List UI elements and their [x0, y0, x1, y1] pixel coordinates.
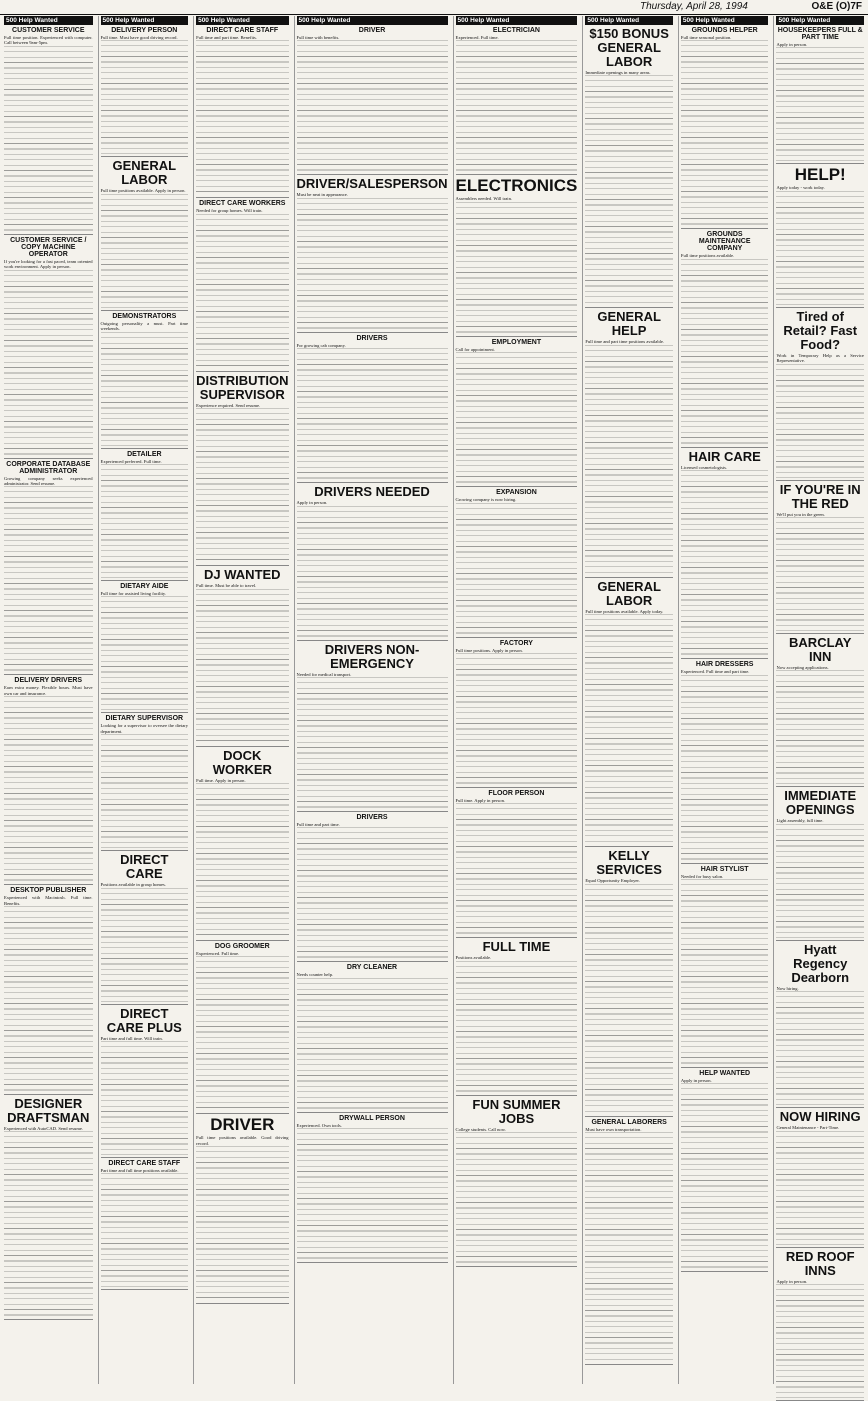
classified-ad — [196, 943, 288, 1114]
classified-ad — [456, 27, 578, 175]
ad-body: Growing company seeks experienced administrator. Send resume. — [4, 475, 93, 487]
column-heading: 500 Help Wanted — [4, 16, 93, 25]
ad-title: NOW HIRING — [779, 1109, 861, 1125]
classified-ad — [456, 790, 578, 938]
classified-ad — [585, 27, 673, 308]
classified-column — [193, 16, 290, 1384]
ad-title: DIETARY SUPERVISOR — [105, 715, 184, 723]
ad-body: Experienced. Own tools. — [296, 1122, 342, 1128]
ad-title: DETAILER — [127, 450, 162, 458]
ad-fine-print — [585, 345, 673, 575]
ad-title: IMMEDIATE OPENINGS — [784, 788, 857, 818]
ad-fine-print — [776, 191, 864, 305]
ad-title: DELIVERY DRIVERS — [14, 677, 83, 685]
ad-fine-print — [776, 47, 864, 161]
classified-column — [678, 16, 771, 1384]
classified-ad — [196, 568, 288, 746]
ad-title: EXPANSION — [496, 489, 537, 497]
ad-fine-print — [101, 40, 189, 154]
ad-body: Outgoing personality a must. Part time weekends. — [100, 320, 189, 332]
ad-body: Apply in person. — [296, 500, 328, 506]
classified-ad — [101, 313, 189, 449]
ad-title: DRIVERS NON-EMERGENCY — [324, 641, 420, 671]
ad-fine-print — [101, 1041, 189, 1155]
ad-title: DRYWALL PERSON — [339, 1114, 405, 1122]
ad-title: DRY CLEANER — [346, 964, 398, 972]
classified-ad — [585, 310, 673, 577]
classified-ad — [297, 814, 448, 962]
ad-title: FLOOR PERSON — [488, 790, 545, 798]
ad-fine-print — [297, 40, 448, 172]
ad-fine-print — [776, 824, 864, 938]
ad-fine-print — [776, 364, 864, 478]
ad-fine-print — [196, 589, 288, 744]
ad-body: Full time seasonal position. — [680, 35, 732, 40]
classified-ad — [101, 159, 189, 310]
ad-body: Immediate openings in many areas. — [585, 70, 651, 75]
ad-body: Full time. Apply in person. — [455, 798, 506, 804]
ad-body: Part time and full time positions available. — [100, 1168, 179, 1174]
ad-fine-print — [101, 888, 189, 1002]
ad-body: Apply in person. — [776, 42, 808, 47]
ad-body: Full time positions available. — [680, 253, 735, 259]
ad-fine-print — [776, 1284, 864, 1398]
ad-title: DIRECT CARE WORKERS — [199, 200, 286, 208]
ad-fine-print — [456, 803, 578, 935]
classified-ad — [4, 1097, 93, 1320]
ad-title: FUN SUMMER JOBS — [472, 1096, 561, 1126]
ad-body: Experienced. Full time. — [196, 951, 240, 957]
ad-fine-print — [196, 1146, 288, 1301]
column-heading: 500 Help Wanted — [585, 16, 673, 25]
ad-fine-print — [776, 1131, 864, 1245]
ad-title: $150 BONUS GENERAL LABOR — [589, 26, 669, 69]
ad-title: Tired of Retail? Fast Food? — [783, 308, 858, 352]
classified-ad — [776, 166, 864, 307]
ad-body: Must have own transportation. — [585, 1126, 642, 1132]
ad-fine-print — [456, 961, 578, 1093]
ad-body: Needed for busy salon. — [680, 873, 724, 879]
ad-title: HOUSEKEEPERS FULL & PART TIME — [777, 27, 863, 41]
ad-body: Full time positions. Apply in person. — [455, 647, 523, 653]
classified-column — [773, 16, 866, 1384]
column-heading: 500 Help Wanted — [456, 16, 578, 25]
ad-fine-print — [101, 332, 189, 446]
ad-body: Full time. Must be able to travel. — [196, 583, 257, 589]
ad-body: Now accepting applications. — [776, 665, 829, 671]
ad-body: Now hiring. — [776, 985, 799, 991]
ad-body: Full time positions available. Good driving record. — [196, 1135, 289, 1146]
ad-fine-print — [4, 270, 93, 456]
ad-fine-print — [776, 991, 864, 1105]
ad-fine-print — [456, 202, 578, 334]
classified-ad — [456, 1098, 578, 1267]
ad-body: Experienced with AutoCAD. Send resume. — [4, 1126, 84, 1132]
ad-fine-print — [4, 46, 93, 232]
classified-ad — [4, 677, 93, 885]
ad-body: Full time. Apply in person. — [196, 777, 246, 783]
column-heading: 500 Help Wanted — [297, 16, 448, 25]
classified-ad — [585, 1119, 673, 1365]
ad-title: ELECTRICIAN — [492, 27, 540, 34]
ad-body: Experienced with Macintosh. Full time. Benefits. — [4, 895, 93, 906]
classified-ad — [776, 483, 864, 634]
ad-title: Hyatt Regency Dearborn — [791, 941, 850, 985]
ad-fine-print — [585, 884, 673, 1114]
ad-fine-print — [297, 677, 448, 809]
classified-ad — [101, 583, 189, 713]
ad-title: DIETARY AIDE — [120, 583, 169, 591]
classified-column — [2, 16, 95, 1384]
ad-title: DOCK WORKER — [212, 747, 272, 777]
ad-title: DRIVERS NEEDED — [314, 484, 430, 500]
ad-title: DISTRIBUTION SUPERVISOR — [196, 372, 289, 402]
ad-fine-print — [297, 1128, 448, 1260]
classified-ad — [456, 489, 578, 637]
ad-fine-print — [585, 75, 673, 305]
ad-body: Must be neat in appearance. — [296, 192, 348, 198]
classified-ad — [681, 27, 769, 229]
column-heading: 500 Help Wanted — [101, 16, 189, 25]
ad-body: Apply in person. — [776, 1278, 808, 1284]
ad-title: DIRECT CARE PLUS — [106, 1005, 182, 1035]
ad-title: IF YOU'RE IN THE RED — [779, 481, 861, 511]
ad-fine-print — [101, 194, 189, 308]
ad-fine-print — [196, 40, 288, 195]
ad-body: Full time and part time. — [296, 822, 340, 828]
ad-title: GENERAL HELP — [597, 309, 661, 339]
ad-title: CUSTOMER SERVICE / COPY MACHINE OPERATOR — [10, 236, 87, 258]
ad-title: FULL TIME — [482, 939, 551, 955]
ad-body: Apply today - work today. — [776, 185, 825, 191]
classified-column — [582, 16, 675, 1384]
ad-fine-print — [196, 408, 288, 563]
ad-body: Earn extra money. Flexible hours. Must have own car and insurance. — [4, 685, 93, 696]
ad-body: Growing company is now hiring. — [455, 497, 517, 503]
ad-body: Needed for group homes. Will train. — [196, 208, 263, 214]
ad-fine-print — [297, 827, 448, 959]
ad-body: Licensed cosmetologists. — [680, 464, 728, 470]
ad-fine-print — [456, 352, 578, 484]
ad-fine-print — [297, 978, 448, 1110]
header-section: O&E — [811, 1, 834, 12]
ad-title: EMPLOYMENT — [491, 338, 542, 346]
ad-title: DESIGNER DRAFTSMAN — [7, 1096, 90, 1126]
ad-fine-print — [585, 614, 673, 844]
ad-title: CUSTOMER SERVICE — [12, 27, 85, 34]
ad-fine-print — [101, 734, 189, 848]
ad-title: DIRECT CARE STAFF — [108, 1160, 181, 1168]
ad-fine-print — [456, 1132, 578, 1264]
ad-body: Experienced. Full time. — [455, 35, 499, 40]
ad-fine-print — [4, 486, 93, 672]
column-heading: 500 Help Wanted — [776, 16, 864, 25]
ad-body: We'll put you in the green. — [776, 511, 825, 517]
ad-body: Full time and part time. Benefits. — [196, 35, 257, 40]
ad-fine-print — [456, 503, 578, 635]
ad-fine-print — [101, 464, 189, 578]
ad-title: KELLY SERVICES — [596, 848, 662, 878]
ad-fine-print — [4, 906, 93, 1092]
classified-ad — [101, 27, 189, 157]
ad-title: DRIVER/SALESPERSON — [296, 176, 448, 192]
ad-body: Experienced. Full time and part time. — [680, 669, 750, 675]
classified-ad — [297, 177, 448, 332]
classified-ad — [776, 1110, 864, 1247]
ad-fine-print — [4, 696, 93, 882]
classified-ad — [776, 310, 864, 481]
ad-body: Looking for a supervisor to oversee the dietary department. — [100, 723, 189, 734]
ad-title: RED ROOF INNS — [785, 1248, 855, 1278]
classified-ad — [101, 1160, 189, 1290]
classified-ad — [196, 1116, 288, 1304]
ad-fine-print — [4, 1131, 93, 1317]
ad-body: Work in Temporary Help as a Service Representative. — [776, 352, 864, 364]
ad-fine-print — [196, 956, 288, 1111]
ad-title: DJ WANTED — [204, 567, 281, 583]
ad-fine-print — [456, 40, 578, 172]
ad-body: Positions available. — [455, 955, 492, 961]
ad-fine-print — [681, 40, 769, 226]
ad-fine-print — [681, 259, 769, 445]
header-date: Thursday, April 28, 1994 — [640, 1, 748, 12]
classified-ad — [681, 231, 769, 447]
ad-title: GENERAL LABOR — [597, 578, 661, 608]
classified-column — [294, 16, 450, 1384]
ad-fine-print — [681, 675, 769, 861]
classified-ad — [4, 27, 93, 235]
ad-body: Positions available in group homes. — [100, 882, 166, 888]
ad-title: DESKTOP PUBLISHER — [10, 887, 87, 895]
ad-fine-print — [776, 670, 864, 784]
header-page — [811, 1, 862, 12]
ad-fine-print — [456, 653, 578, 785]
ad-body: For growing cab company. — [296, 342, 346, 348]
ad-title: CORPORATE DATABASE ADMINISTRATOR — [6, 460, 91, 475]
ad-fine-print — [297, 348, 448, 480]
ad-body: Experience required. Send resume. — [196, 402, 261, 408]
classified-ad — [681, 1070, 769, 1272]
column-heading: 500 Help Wanted — [196, 16, 288, 25]
ad-body: Full time and part time positions available. — [585, 339, 665, 345]
ad-body: Full time position. Experienced with computer. Call between 9am-5pm. — [4, 35, 93, 46]
ad-title: FACTORY — [499, 639, 533, 647]
ad-title: GENERAL LABORERS — [591, 1118, 667, 1126]
classified-columns — [2, 16, 866, 1384]
classified-ad — [297, 964, 448, 1112]
ad-title: DOG GROOMER — [214, 943, 270, 951]
ad-body: Light assembly, full time. — [776, 818, 824, 824]
ad-title: DRIVERS — [356, 334, 388, 342]
classified-column — [98, 16, 191, 1384]
ad-fine-print — [297, 198, 448, 330]
ad-body: Call for appointment. — [455, 346, 495, 352]
classified-ad — [681, 450, 769, 659]
classified-ad — [776, 943, 864, 1108]
classified-ad — [4, 237, 93, 459]
classified-ad — [776, 789, 864, 940]
ad-title: DRIVERS — [356, 814, 388, 822]
ad-title: BARCLAY INN — [789, 635, 852, 665]
ad-title: DRIVER — [358, 27, 386, 34]
ad-fine-print — [681, 879, 769, 1065]
ad-body: If you're looking for a fast paced, team oriented work environment. Apply in person. — [4, 258, 93, 270]
classified-ad — [196, 200, 288, 371]
classified-ad — [297, 1115, 448, 1263]
ad-title: HAIR STYLIST — [700, 865, 749, 873]
ad-title: ELECTRONICS — [455, 176, 578, 196]
ad-title: HELP WANTED — [699, 1070, 751, 1078]
ad-body: Full time positions available. Apply in person. — [100, 188, 186, 194]
classified-ad — [196, 27, 288, 198]
ad-fine-print — [101, 596, 189, 710]
ad-body: Full time. Must have good driving record. — [100, 35, 178, 40]
classified-ad — [585, 580, 673, 847]
classified-ad — [776, 1250, 864, 1401]
ad-title: HELP! — [794, 165, 846, 185]
ad-body: Apply in person. — [680, 1078, 712, 1084]
ad-body: Needs counter help. — [296, 972, 334, 978]
ad-title: HAIR CARE — [688, 448, 761, 464]
classified-ad — [456, 177, 578, 336]
ad-body: Part time and full time. Will train. — [100, 1035, 163, 1041]
ad-fine-print — [681, 470, 769, 656]
classified-ad — [456, 940, 578, 1095]
header-page-number: (O)7F — [835, 1, 862, 12]
ad-fine-print — [776, 517, 864, 631]
classified-ad — [101, 451, 189, 581]
ad-title: GENERAL LABOR — [112, 158, 177, 188]
classified-ad — [456, 640, 578, 788]
classified-ad — [297, 335, 448, 483]
classified-ad — [681, 661, 769, 863]
ad-body: Full time positions available. Apply today. — [585, 608, 664, 614]
ad-fine-print — [101, 1173, 189, 1287]
ad-body: Needed for medical transport. — [296, 671, 352, 677]
classified-ad — [297, 27, 448, 175]
ad-body: Assemblers needed. Will train. — [455, 196, 513, 202]
ad-body: General Maintenance - Part-Time. — [776, 1125, 840, 1131]
ad-title: HAIR DRESSERS — [695, 661, 754, 669]
classified-ad — [101, 853, 189, 1004]
column-heading: 500 Help Wanted — [681, 16, 769, 25]
ad-body: College students. Call now. — [455, 1126, 506, 1132]
classified-ad — [101, 1007, 189, 1158]
classified-ad — [776, 27, 864, 164]
ad-body: Equal Opportunity Employer. — [585, 878, 640, 884]
classified-ad — [196, 374, 288, 566]
classified-ad — [681, 866, 769, 1068]
ad-fine-print — [196, 783, 288, 938]
classified-ad — [4, 887, 93, 1095]
classified-ad — [101, 715, 189, 851]
ad-title: DIRECT CARE STAFF — [206, 27, 279, 34]
ad-body: Full time for assisted living facility. — [100, 591, 167, 597]
ad-title: GROUNDS HELPER — [691, 27, 758, 34]
ad-title: DELIVERY PERSON — [111, 27, 178, 34]
ad-title: GROUNDS MAINTENANCE COMPANY — [698, 231, 751, 253]
classified-ad — [456, 339, 578, 487]
page-header — [0, 0, 868, 15]
classified-ad — [297, 485, 448, 640]
classified-ad — [776, 636, 864, 787]
ad-title: DRIVER — [210, 1115, 275, 1135]
ad-title: DIRECT CARE — [120, 852, 169, 882]
ad-body: Experienced preferred. Full time. — [100, 458, 162, 464]
ad-body: Full time with benefits. — [296, 35, 340, 40]
ad-fine-print — [585, 1132, 673, 1362]
classified-ad — [585, 849, 673, 1116]
ad-fine-print — [681, 1083, 769, 1269]
classified-ad — [4, 461, 93, 676]
classified-ad — [297, 643, 448, 812]
ad-fine-print — [196, 214, 288, 369]
classified-ad — [196, 749, 288, 941]
ad-fine-print — [297, 506, 448, 638]
classified-column — [453, 16, 580, 1384]
ad-title: DEMONSTRATORS — [112, 312, 177, 320]
